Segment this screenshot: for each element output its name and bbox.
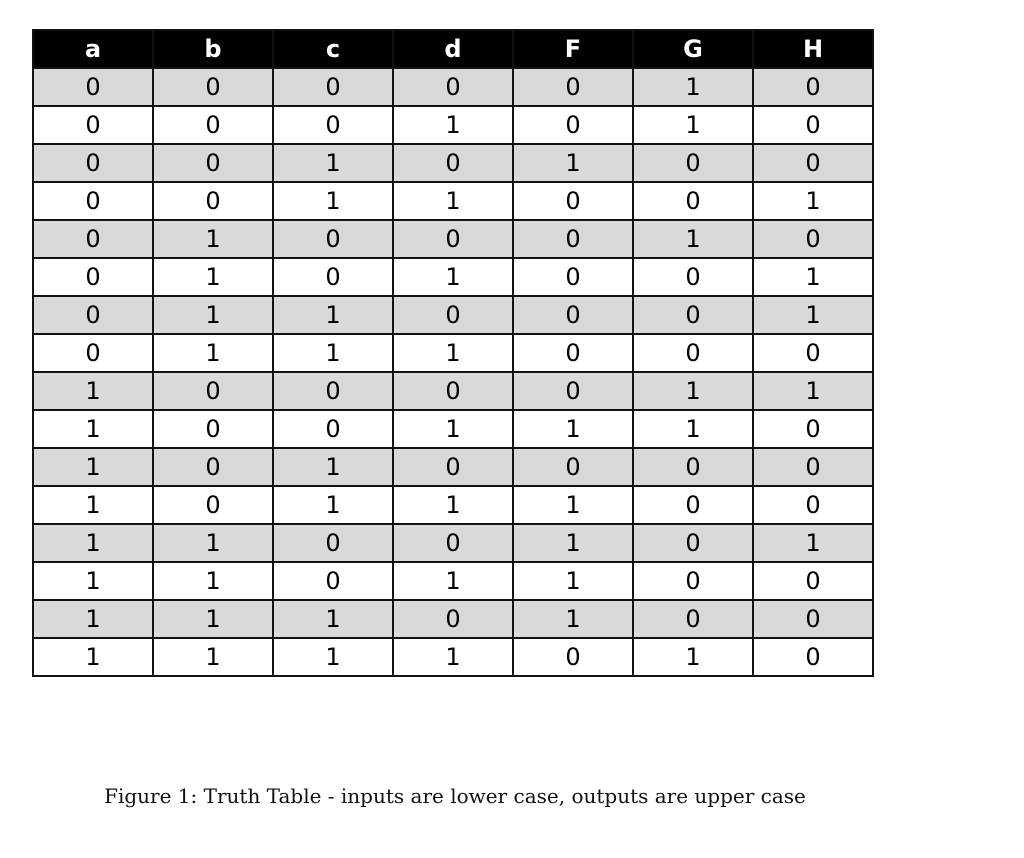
table-cell-a: 1 (33, 524, 153, 562)
table-cell-c: 1 (273, 296, 393, 334)
table-cell-F: 0 (513, 638, 633, 676)
table-cell-H: 0 (753, 638, 873, 676)
table-row (33, 524, 873, 562)
table-cell-G: 1 (633, 372, 753, 410)
table-cell-H: 1 (753, 182, 873, 220)
table-row (33, 144, 873, 182)
table-row (33, 638, 873, 676)
table-row (33, 182, 873, 220)
table-cell-F: 1 (513, 600, 633, 638)
table-cell-G: 0 (633, 182, 753, 220)
figure-caption: Figure 1: Truth Table - inputs are lower case, outputs are upper case (104, 784, 806, 808)
table-row (33, 106, 873, 144)
table-cell-c: 0 (273, 106, 393, 144)
table-cell-a: 0 (33, 296, 153, 334)
table-cell-a: 1 (33, 600, 153, 638)
table-cell-c: 1 (273, 144, 393, 182)
table-cell-d: 1 (393, 106, 513, 144)
table-cell-H: 0 (753, 486, 873, 524)
truth-table-body (33, 68, 873, 676)
table-cell-c: 0 (273, 68, 393, 106)
table-cell-b: 0 (153, 372, 273, 410)
header-row (33, 30, 873, 68)
table-cell-b: 1 (153, 638, 273, 676)
table-cell-a: 1 (33, 562, 153, 600)
table-cell-d: 1 (393, 258, 513, 296)
table-cell-F: 1 (513, 524, 633, 562)
table-cell-H: 0 (753, 600, 873, 638)
table-row (33, 600, 873, 638)
table-cell-a: 1 (33, 410, 153, 448)
table-cell-H: 1 (753, 296, 873, 334)
table-row (33, 334, 873, 372)
table-cell-c: 1 (273, 334, 393, 372)
table-cell-F: 0 (513, 258, 633, 296)
table-cell-b: 0 (153, 68, 273, 106)
table-cell-d: 0 (393, 220, 513, 258)
table-cell-G: 0 (633, 258, 753, 296)
table-cell-d: 0 (393, 296, 513, 334)
table-cell-b: 0 (153, 182, 273, 220)
table-cell-b: 1 (153, 562, 273, 600)
truth-table (32, 29, 874, 677)
table-cell-G: 0 (633, 524, 753, 562)
table-cell-a: 0 (33, 220, 153, 258)
table-row (33, 562, 873, 600)
table-row (33, 68, 873, 106)
table-cell-d: 1 (393, 410, 513, 448)
table-cell-a: 1 (33, 638, 153, 676)
table-cell-c: 1 (273, 486, 393, 524)
table-row (33, 220, 873, 258)
table-cell-b: 1 (153, 258, 273, 296)
table-row (33, 448, 873, 486)
table-cell-c: 1 (273, 182, 393, 220)
table-cell-a: 1 (33, 486, 153, 524)
table-cell-d: 0 (393, 524, 513, 562)
table-cell-d: 1 (393, 334, 513, 372)
table-cell-G: 0 (633, 144, 753, 182)
table-cell-H: 0 (753, 562, 873, 600)
table-cell-G: 1 (633, 410, 753, 448)
table-cell-F: 1 (513, 410, 633, 448)
table-row (33, 486, 873, 524)
table-cell-d: 1 (393, 486, 513, 524)
table-cell-H: 0 (753, 144, 873, 182)
table-cell-c: 0 (273, 562, 393, 600)
table-cell-a: 1 (33, 372, 153, 410)
table-cell-c: 1 (273, 638, 393, 676)
table-cell-c: 0 (273, 258, 393, 296)
table-cell-F: 0 (513, 296, 633, 334)
table-cell-a: 0 (33, 258, 153, 296)
table-cell-F: 0 (513, 182, 633, 220)
table-cell-b: 1 (153, 334, 273, 372)
table-cell-G: 0 (633, 296, 753, 334)
table-cell-d: 1 (393, 638, 513, 676)
table-cell-b: 0 (153, 486, 273, 524)
table-cell-b: 0 (153, 448, 273, 486)
table-cell-G: 1 (633, 220, 753, 258)
table-cell-a: 0 (33, 68, 153, 106)
table-cell-c: 1 (273, 448, 393, 486)
table-cell-a: 0 (33, 144, 153, 182)
table-cell-d: 0 (393, 144, 513, 182)
table-row (33, 410, 873, 448)
table-cell-d: 1 (393, 182, 513, 220)
table-cell-F: 0 (513, 106, 633, 144)
table-cell-b: 1 (153, 296, 273, 334)
table-cell-c: 1 (273, 600, 393, 638)
column-header-b: b (153, 30, 273, 68)
table-cell-c: 0 (273, 220, 393, 258)
table-cell-H: 1 (753, 372, 873, 410)
table-row (33, 258, 873, 296)
table-cell-H: 1 (753, 524, 873, 562)
table-cell-a: 0 (33, 182, 153, 220)
table-cell-d: 0 (393, 372, 513, 410)
table-cell-H: 1 (753, 258, 873, 296)
table-cell-b: 0 (153, 144, 273, 182)
table-cell-b: 1 (153, 600, 273, 638)
table-cell-d: 1 (393, 562, 513, 600)
table-cell-H: 0 (753, 448, 873, 486)
table-cell-G: 0 (633, 562, 753, 600)
table-cell-G: 0 (633, 600, 753, 638)
table-cell-H: 0 (753, 68, 873, 106)
table-cell-c: 0 (273, 410, 393, 448)
table-cell-F: 0 (513, 220, 633, 258)
table-cell-d: 0 (393, 600, 513, 638)
column-header-H: H (753, 30, 873, 68)
table-cell-H: 0 (753, 334, 873, 372)
table-cell-d: 0 (393, 68, 513, 106)
column-header-a: a (33, 30, 153, 68)
table-cell-c: 0 (273, 524, 393, 562)
table-cell-G: 1 (633, 638, 753, 676)
table-cell-F: 1 (513, 562, 633, 600)
table-cell-a: 0 (33, 106, 153, 144)
table-cell-G: 0 (633, 448, 753, 486)
column-header-d: d (393, 30, 513, 68)
table-cell-b: 0 (153, 106, 273, 144)
table-cell-G: 1 (633, 106, 753, 144)
table-cell-G: 0 (633, 334, 753, 372)
table-cell-F: 0 (513, 334, 633, 372)
table-cell-G: 1 (633, 68, 753, 106)
table-cell-c: 0 (273, 372, 393, 410)
table-row (33, 372, 873, 410)
table-cell-G: 0 (633, 486, 753, 524)
table-cell-b: 0 (153, 410, 273, 448)
column-header-F: F (513, 30, 633, 68)
truth-table-header (33, 30, 873, 68)
table-cell-d: 0 (393, 448, 513, 486)
table-cell-F: 1 (513, 486, 633, 524)
table-cell-H: 0 (753, 106, 873, 144)
table-row (33, 296, 873, 334)
table-cell-H: 0 (753, 410, 873, 448)
table-cell-F: 0 (513, 372, 633, 410)
column-header-G: G (633, 30, 753, 68)
table-cell-F: 0 (513, 68, 633, 106)
table-cell-b: 1 (153, 524, 273, 562)
table-cell-a: 1 (33, 448, 153, 486)
table-cell-F: 0 (513, 448, 633, 486)
table-cell-a: 0 (33, 334, 153, 372)
table-cell-F: 1 (513, 144, 633, 182)
table-cell-H: 0 (753, 220, 873, 258)
column-header-c: c (273, 30, 393, 68)
table-cell-b: 1 (153, 220, 273, 258)
